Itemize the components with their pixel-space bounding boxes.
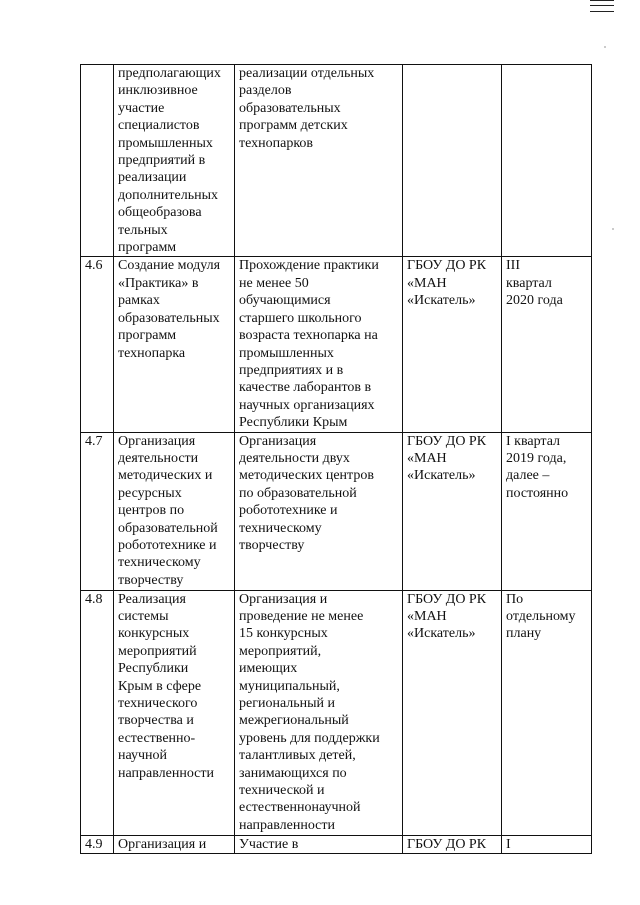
activity-name-cell: предполагающих инклюзивное участие специалистов промышленных предприятий в реализации дополнительных общеобразова тельных программ bbox=[114, 65, 235, 257]
table-row bbox=[81, 432, 592, 590]
activity-plan-table bbox=[80, 64, 592, 854]
expected-result-cell: Организация и проведение не менее 15 конкурсных мероприятий, имеющих муниципальный, региональный и межрегиональный уровень для поддержки талантливых детей, занимающихся по технической и естественнонаучной направленности bbox=[235, 590, 403, 835]
activity-name-cell: Реализация системы конкурсных мероприятий Республики Крым в сфере технического творчества и естественно- научной направленности bbox=[114, 590, 235, 835]
scan-corner-mark bbox=[590, 0, 614, 12]
table-row bbox=[81, 257, 592, 432]
row-number: 4.9 bbox=[81, 835, 114, 853]
table-row bbox=[81, 590, 592, 835]
executor-cell: ГБОУ ДО РК «МАН «Искатель» bbox=[403, 590, 502, 835]
executor-cell: ГБОУ ДО РК «МАН «Искатель» bbox=[403, 257, 502, 432]
executor-cell: ГБОУ ДО РК «МАН «Искатель» bbox=[403, 432, 502, 590]
row-number: 4.7 bbox=[81, 432, 114, 590]
deadline-cell: I bbox=[502, 835, 592, 853]
expected-result-cell: реализации отдельных разделов образовательных программ детских технопарков bbox=[235, 65, 403, 257]
executor-cell bbox=[403, 65, 502, 257]
row-number: 4.8 bbox=[81, 590, 114, 835]
deadline-cell bbox=[502, 65, 592, 257]
executor-cell: ГБОУ ДО РК bbox=[403, 835, 502, 853]
activity-name-cell: Организация и bbox=[114, 835, 235, 853]
table-row bbox=[81, 835, 592, 853]
expected-result-cell: Организация деятельности двух методических центров по образовательной робототехнике и техническому творчеству bbox=[235, 432, 403, 590]
activity-name-cell: Организация деятельности методических и ресурсных центров по образовательной робототехнике и техническому творчеству bbox=[114, 432, 235, 590]
deadline-cell: III квартал 2020 года bbox=[502, 257, 592, 432]
scan-speck bbox=[612, 228, 614, 230]
deadline-cell: I квартал 2019 года, далее – постоянно bbox=[502, 432, 592, 590]
expected-result-cell: Прохождение практики не менее 50 обучающимися старшего школьного возраста технопарка на промышленных предприятиях и в качестве лаборантов в научных организациях Республики Крым bbox=[235, 257, 403, 432]
expected-result-cell: Участие в bbox=[235, 835, 403, 853]
row-number: 4.6 bbox=[81, 257, 114, 432]
scan-speck bbox=[604, 46, 606, 48]
row-number bbox=[81, 65, 114, 257]
deadline-cell: По отдельному плану bbox=[502, 590, 592, 835]
table-row bbox=[81, 65, 592, 257]
activity-name-cell: Создание модуля «Практика» в рамках образовательных программ технопарка bbox=[114, 257, 235, 432]
